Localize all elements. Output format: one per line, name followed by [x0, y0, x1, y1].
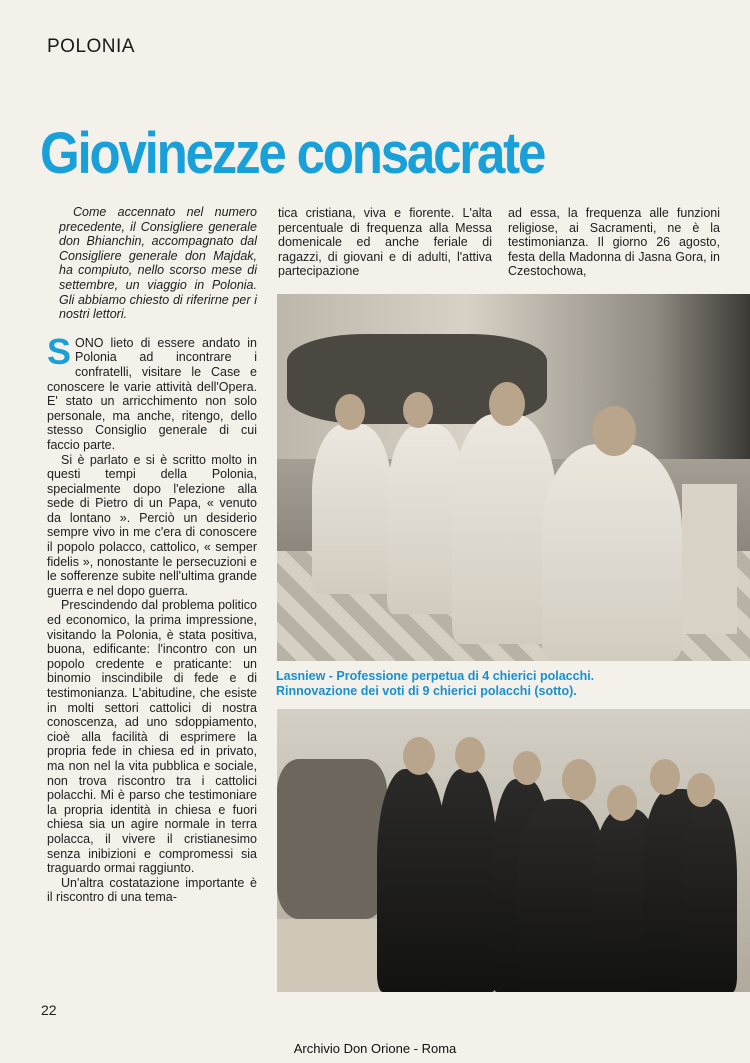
caption-line-2: Rinnovazione dei voti di 9 chierici polacchi (sotto). [276, 684, 577, 698]
cleric-head [403, 392, 433, 428]
lectern [682, 484, 737, 634]
cleric-head [489, 382, 525, 426]
cleric-head [607, 785, 637, 821]
paragraph-1-text: ONO lieto di essere andato in Polonia ad incontrare i confratelli, visitare le Case e conoscere le varie attività dell'Opera. E' stato un arricchimento non solo personale, ma anche, ritengo, dello stesso Consiglio generale di cui faccio parte. [47, 335, 257, 452]
column-3 [508, 206, 720, 279]
photo-congregation [277, 759, 387, 919]
cleric-head [455, 737, 485, 773]
cleric-head [513, 751, 541, 785]
cleric-figure [312, 424, 392, 594]
paragraph-3: Prescindendo dal problema politico ed economico, la prima impressione, visitando la Polonia, è stata positiva, buona, edificante: l'incontro con un popolo credente e praticante: un binomio inscindibile di fede e di testimonianza. L'abitudine, che esiste in molti settori cattolici di nostra conoscenza, ad uno sdoppiamento, cioè alla facilità di esprimere la propria fede in chiesa ed in privato, ma non nel la vita pubblica e sociale, non trova riscontro tra i cattolici polacchi. Mi è parso che testimoniare la propria identità in chiesa e fuori chiesa sia un agire normale in terra polacca, il vivere il cristianesimo senza inibizioni e compromessi sia traguardo ormai raggiunto. [47, 598, 257, 876]
column-2-text: tica cristiana, viva e fiorente. L'alta percentuale di frequenza alla Messa domenicale ed anche feriale di ragazzi, di giovani e di adulti, l'attiva partecipazione [278, 206, 492, 279]
cleric-figure [437, 769, 497, 992]
photo-vows-renewal [277, 709, 750, 992]
section-label: POLONIA [47, 36, 135, 57]
cleric-head [650, 759, 680, 795]
article-title: Giovinezze consacrate [40, 121, 545, 186]
caption-line-1: Lasniew - Professione perpetua di 4 chierici polacchi. [276, 669, 595, 683]
page-number: 22 [41, 1002, 57, 1018]
photo-caption [276, 669, 726, 699]
paragraph-4: Un'altra costatazione importante è il riscontro di una tema- [47, 875, 257, 905]
drop-cap: S [47, 330, 72, 372]
paragraph-2: Si è parlato e si è scritto molto in questi tempi della Polonia, specialmente dopo l'elezione alla sede di Pietro di un Papa, « venuto da lontano ». Perciò un desiderio sempre vivo in me c'era di conoscere il popolo polacco, cattolico, « semper fidelis », nonostante le persecuzioni e le sofferenze subite nell'ultima grande guerra e nel dopo guerra. [47, 452, 257, 598]
archive-footer: Archivio Don Orione - Roma [293, 1041, 457, 1056]
cleric-figure [682, 799, 737, 992]
intro-paragraph: Come accennato nel numero precedente, il Consigliere generale don Bhianchin, accompagnato dal Consigliere generale don Majdak, ha compiuto, nello scorso mese di settembre, un viaggio in Polonia. Gli abbiamo chiesto di riferirne per i nostri lettori. [59, 205, 257, 322]
cleric-head [403, 737, 435, 775]
column-2 [278, 206, 492, 279]
cleric-head [335, 394, 365, 430]
cleric-head [562, 759, 596, 801]
column-1 [47, 205, 257, 905]
column-3-text: ad essa, la frequenza alle funzioni religiose, ai Sacramenti, ne è la testimonianza. Il giorno 26 agosto, festa della Madonna di Jasna Gora, in Czestochowa, [508, 206, 720, 279]
cleric-head [687, 773, 715, 807]
cleric-figure [542, 444, 682, 661]
paragraph-1 [47, 330, 257, 453]
cleric-head [592, 406, 636, 456]
photo-profession-ceremony [277, 294, 750, 661]
